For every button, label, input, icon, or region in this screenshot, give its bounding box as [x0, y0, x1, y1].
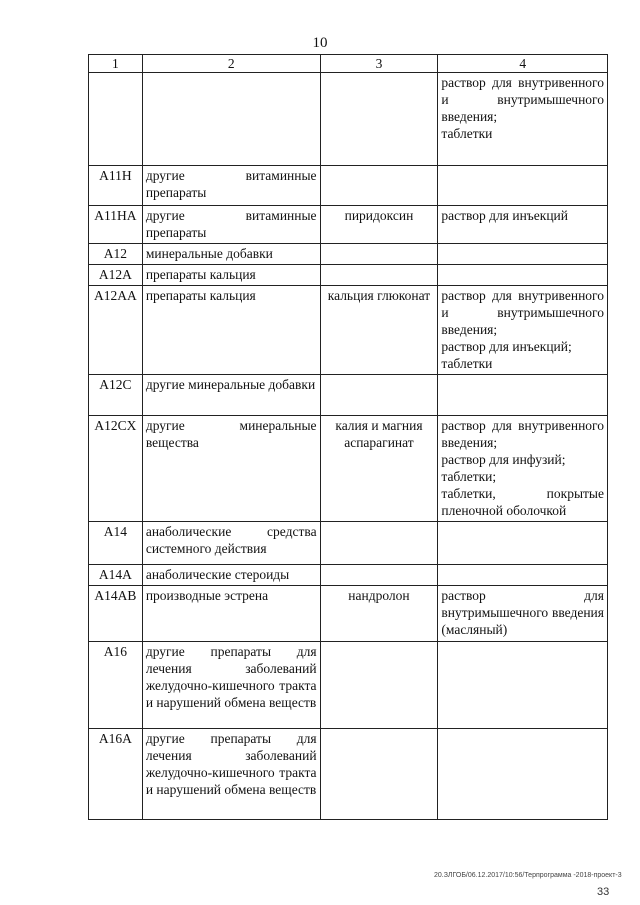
row-code: A16A — [89, 729, 143, 820]
row-form: раствор для внутривенного и внутримышечного введения; раствор для инъекций; таблетки — [438, 286, 608, 375]
row-substance — [320, 244, 438, 265]
row-form: раствор для внутривенного и внутримышечного введения; таблетки — [438, 73, 608, 166]
row-name: производные эстрена — [142, 586, 320, 642]
row-form — [438, 522, 608, 565]
row-name: другие витаминные препараты — [142, 206, 320, 244]
row-form — [438, 375, 608, 416]
table-row — [89, 416, 608, 522]
row-code: A12A — [89, 265, 143, 286]
row-form: раствор для инъекций — [438, 206, 608, 244]
row-code: A14A — [89, 565, 143, 586]
row-substance — [320, 166, 438, 206]
row-code: A11H — [89, 166, 143, 206]
row-name: другие препараты для лечения заболеваний желудочно-кишечного тракта и нарушений обмена веществ — [142, 642, 320, 729]
row-code: A11HA — [89, 206, 143, 244]
row-form — [438, 265, 608, 286]
row-name: другие минеральные добавки — [142, 375, 320, 416]
column-header-2: 2 — [142, 55, 320, 73]
row-substance — [320, 73, 438, 166]
row-form — [438, 642, 608, 729]
row-name: другие минеральные вещества — [142, 416, 320, 522]
row-substance — [320, 642, 438, 729]
row-code: A12C — [89, 375, 143, 416]
row-form — [438, 729, 608, 820]
column-header-1: 1 — [89, 55, 143, 73]
table-row — [89, 206, 608, 244]
row-name: анаболические стероиды — [142, 565, 320, 586]
row-form: раствор для внутривенного введения; раствор для инфузий; таблетки; таблетки, покрытые пленочной оболочкой — [438, 416, 608, 522]
table-row — [89, 642, 608, 729]
row-name: другие витаминные препараты — [142, 166, 320, 206]
column-header-3: 3 — [320, 55, 438, 73]
row-substance: кальция глюконат — [320, 286, 438, 375]
row-substance — [320, 565, 438, 586]
table-header-row — [89, 55, 608, 73]
row-name: анаболические средства системного действия — [142, 522, 320, 565]
table-row — [89, 586, 608, 642]
row-name: препараты кальция — [142, 265, 320, 286]
table-row — [89, 166, 608, 206]
drug-table — [88, 54, 608, 820]
table-row — [89, 73, 608, 166]
table-row — [89, 522, 608, 565]
table-row — [89, 565, 608, 586]
table-row — [89, 244, 608, 265]
row-code: A12AA — [89, 286, 143, 375]
row-code: A16 — [89, 642, 143, 729]
table-row — [89, 375, 608, 416]
row-form: раствор для внутримышечного введения (масляный) — [438, 586, 608, 642]
row-form — [438, 565, 608, 586]
table-row — [89, 265, 608, 286]
row-substance: калия и магния аспарагинат — [320, 416, 438, 522]
row-code — [89, 73, 143, 166]
row-substance — [320, 265, 438, 286]
row-form — [438, 244, 608, 265]
row-substance — [320, 375, 438, 416]
footer-stamp: 20.ЗЛГОБ/06.12.2017/10:56/Терпрограмма -2018-проект-3 — [434, 872, 622, 879]
row-form — [438, 166, 608, 206]
row-name: минеральные добавки — [142, 244, 320, 265]
row-name — [142, 73, 320, 166]
row-code: A14 — [89, 522, 143, 565]
column-header-4: 4 — [438, 55, 608, 73]
row-code: A12 — [89, 244, 143, 265]
row-code: A12CX — [89, 416, 143, 522]
table-row — [89, 729, 608, 820]
page-number: 10 — [312, 35, 328, 51]
row-substance: пиридоксин — [320, 206, 438, 244]
row-substance — [320, 522, 438, 565]
table-row — [89, 286, 608, 375]
row-substance: нандролон — [320, 586, 438, 642]
row-name: препараты кальция — [142, 286, 320, 375]
row-substance — [320, 729, 438, 820]
row-name: другие препараты для лечения заболеваний желудочно-кишечного тракта и нарушений обмена веществ — [142, 729, 320, 820]
row-code: A14AB — [89, 586, 143, 642]
page-mark: 33 — [597, 886, 610, 898]
